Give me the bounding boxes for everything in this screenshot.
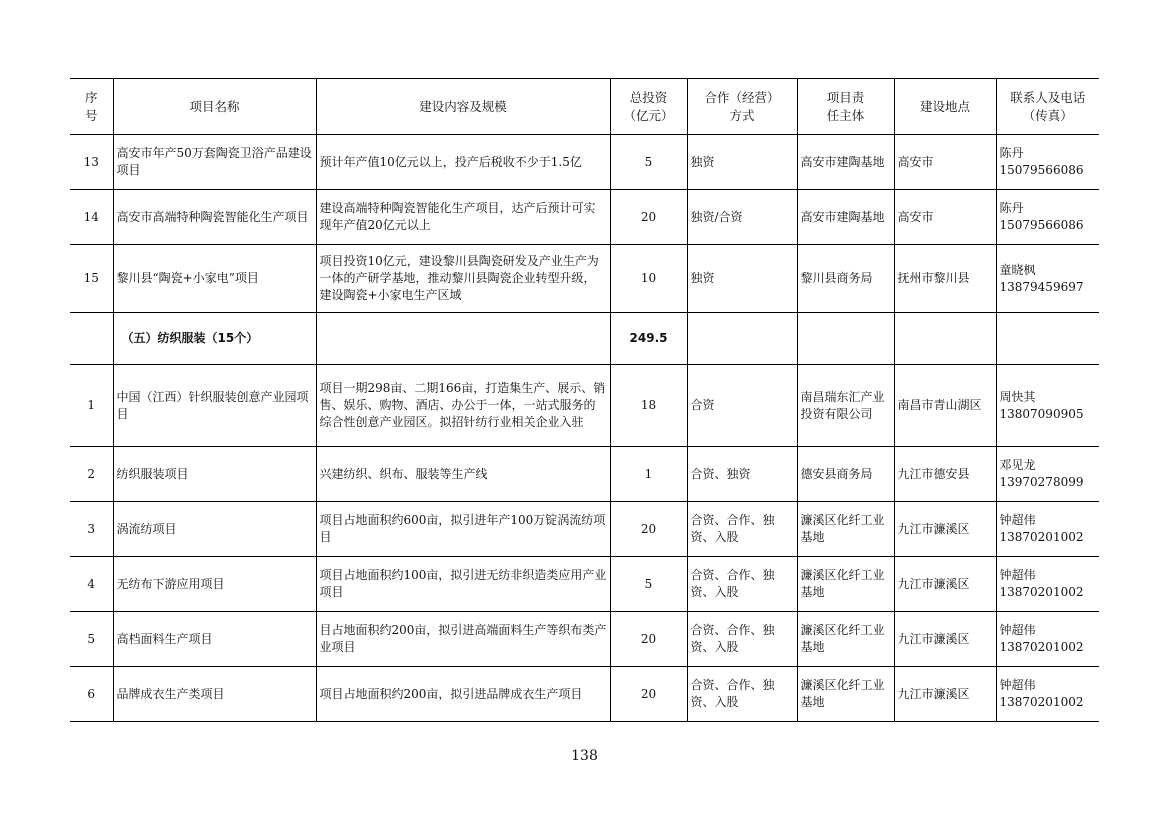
header-investment: 总投资 （亿元） xyxy=(610,79,687,135)
table-row xyxy=(70,667,1099,722)
table-row xyxy=(70,365,1099,447)
cell-content: 兴建纺织、织布、服装等生产线 xyxy=(316,447,610,502)
cell-owner: 德安县商务局 xyxy=(797,447,894,502)
cell-mode: 合资、合作、独资、入股 xyxy=(687,667,797,722)
cell-contact: 童晓枫 13879459697 xyxy=(996,245,1099,313)
cell-mode xyxy=(687,313,797,365)
cell-content: 建设高端特种陶瓷智能化生产项目，达产后预计可实现年产值20亿元以上 xyxy=(316,190,610,245)
cell-content: 项目占地面积约200亩，拟引进品牌成衣生产项目 xyxy=(316,667,610,722)
cell-name: 纺织服装项目 xyxy=(113,447,316,502)
cell-owner xyxy=(797,313,894,365)
cell-owner: 黎川县商务局 xyxy=(797,245,894,313)
cell-contact: 钟超伟 13870201002 xyxy=(996,557,1099,612)
table-row xyxy=(70,135,1099,190)
table-row xyxy=(70,447,1099,502)
cell-location: 九江市濂溪区 xyxy=(894,502,996,557)
cell-owner: 高安市建陶基地 xyxy=(797,190,894,245)
header-no: 序 号 xyxy=(70,79,113,135)
cell-mode: 合资、合作、独资、入股 xyxy=(687,557,797,612)
cell-investment: 5 xyxy=(610,557,687,612)
cell-mode: 合资 xyxy=(687,365,797,447)
project-table xyxy=(70,78,1099,722)
cell-no: 15 xyxy=(70,245,113,313)
category-investment: 249.5 xyxy=(610,313,687,365)
cell-investment: 5 xyxy=(610,135,687,190)
cell-investment: 18 xyxy=(610,365,687,447)
cell-name: 品牌成衣生产类项目 xyxy=(113,667,316,722)
cell-location: 九江市德安县 xyxy=(894,447,996,502)
cell-contact: 钟超伟 13870201002 xyxy=(996,502,1099,557)
cell-contact: 周快其 13807090905 xyxy=(996,365,1099,447)
header-location: 建设地点 xyxy=(894,79,996,135)
cell-no: 1 xyxy=(70,365,113,447)
project-table-container xyxy=(70,78,1099,722)
cell-contact: 钟超伟 13870201002 xyxy=(996,612,1099,667)
cell-owner: 濂溪区化纤工业基地 xyxy=(797,667,894,722)
cell-investment: 10 xyxy=(610,245,687,313)
cell-investment: 20 xyxy=(610,612,687,667)
cell-owner: 濂溪区化纤工业基地 xyxy=(797,612,894,667)
cell-no: 5 xyxy=(70,612,113,667)
category-label: （五）纺织服装（15个） xyxy=(113,313,316,365)
table-row xyxy=(70,502,1099,557)
cell-mode: 独资 xyxy=(687,135,797,190)
cell-content: 项目投资10亿元，建设黎川县陶瓷研发及产业生产为一体的产研学基地，推动黎川县陶瓷企业转型升级，建设陶瓷+小家电生产区域 xyxy=(316,245,610,313)
category-row xyxy=(70,313,1099,365)
cell-no: 14 xyxy=(70,190,113,245)
cell-location: 高安市 xyxy=(894,190,996,245)
cell-name: 高档面料生产项目 xyxy=(113,612,316,667)
cell-content: 目占地面积约200亩，拟引进高端面料生产等织布类产业项目 xyxy=(316,612,610,667)
header-mode: 合作（经营） 方式 xyxy=(687,79,797,135)
cell-no: 13 xyxy=(70,135,113,190)
cell-investment: 20 xyxy=(610,502,687,557)
header-content: 建设内容及规模 xyxy=(316,79,610,135)
cell-no xyxy=(70,313,113,365)
cell-no: 4 xyxy=(70,557,113,612)
cell-mode: 独资/合资 xyxy=(687,190,797,245)
cell-owner: 高安市建陶基地 xyxy=(797,135,894,190)
cell-content: 预计年产值10亿元以上，投产后税收不少于1.5亿 xyxy=(316,135,610,190)
cell-contact xyxy=(996,313,1099,365)
cell-name: 高安市年产50万套陶瓷卫浴产品建设项目 xyxy=(113,135,316,190)
cell-name: 黎川县“陶瓷+小家电”项目 xyxy=(113,245,316,313)
cell-location: 南昌市青山湖区 xyxy=(894,365,996,447)
cell-content: 项目占地面积约100亩，拟引进无纺非织造类应用产业项目 xyxy=(316,557,610,612)
cell-contact: 陈丹 15079566086 xyxy=(996,190,1099,245)
cell-no: 3 xyxy=(70,502,113,557)
table-row xyxy=(70,245,1099,313)
cell-investment: 20 xyxy=(610,190,687,245)
cell-investment: 20 xyxy=(610,667,687,722)
cell-mode: 合资、合作、独资、入股 xyxy=(687,612,797,667)
cell-content: 项目一期298亩、二期166亩，打造集生产、展示、销售、娱乐、购物、酒店、办公于一体，一站式服务的综合性创意产业园区。拟招针纺行业相关企业入驻 xyxy=(316,365,610,447)
table-row xyxy=(70,190,1099,245)
cell-content xyxy=(316,313,610,365)
cell-name: 高安市高端特种陶瓷智能化生产项目 xyxy=(113,190,316,245)
cell-mode: 合资、独资 xyxy=(687,447,797,502)
header-contact: 联系人及电话 （传真） xyxy=(996,79,1099,135)
cell-location: 抚州市黎川县 xyxy=(894,245,996,313)
table-row xyxy=(70,612,1099,667)
cell-location: 九江市濂溪区 xyxy=(894,612,996,667)
cell-owner: 濂溪区化纤工业基地 xyxy=(797,557,894,612)
cell-owner: 南昌瑞东汇产业投资有限公司 xyxy=(797,365,894,447)
cell-no: 2 xyxy=(70,447,113,502)
cell-investment: 1 xyxy=(610,447,687,502)
cell-location: 九江市濂溪区 xyxy=(894,557,996,612)
cell-mode: 独资 xyxy=(687,245,797,313)
cell-contact: 钟超伟 13870201002 xyxy=(996,667,1099,722)
cell-mode: 合资、合作、独资、入股 xyxy=(687,502,797,557)
cell-name: 无纺布下游应用项目 xyxy=(113,557,316,612)
cell-contact: 邓见龙 13970278099 xyxy=(996,447,1099,502)
page-number: 138 xyxy=(571,748,598,764)
table-row xyxy=(70,557,1099,612)
header-name: 项目名称 xyxy=(113,79,316,135)
cell-content: 项目占地面积约600亩，拟引进年产100万锭涡流纺项目 xyxy=(316,502,610,557)
cell-location: 九江市濂溪区 xyxy=(894,667,996,722)
cell-contact: 陈丹 15079566086 xyxy=(996,135,1099,190)
cell-name: 中国（江西）针织服装创意产业园项目 xyxy=(113,365,316,447)
cell-location xyxy=(894,313,996,365)
header-owner: 项目责 任主体 xyxy=(797,79,894,135)
cell-owner: 濂溪区化纤工业基地 xyxy=(797,502,894,557)
cell-location: 高安市 xyxy=(894,135,996,190)
cell-name: 涡流纺项目 xyxy=(113,502,316,557)
cell-no: 6 xyxy=(70,667,113,722)
header-row xyxy=(70,79,1099,135)
